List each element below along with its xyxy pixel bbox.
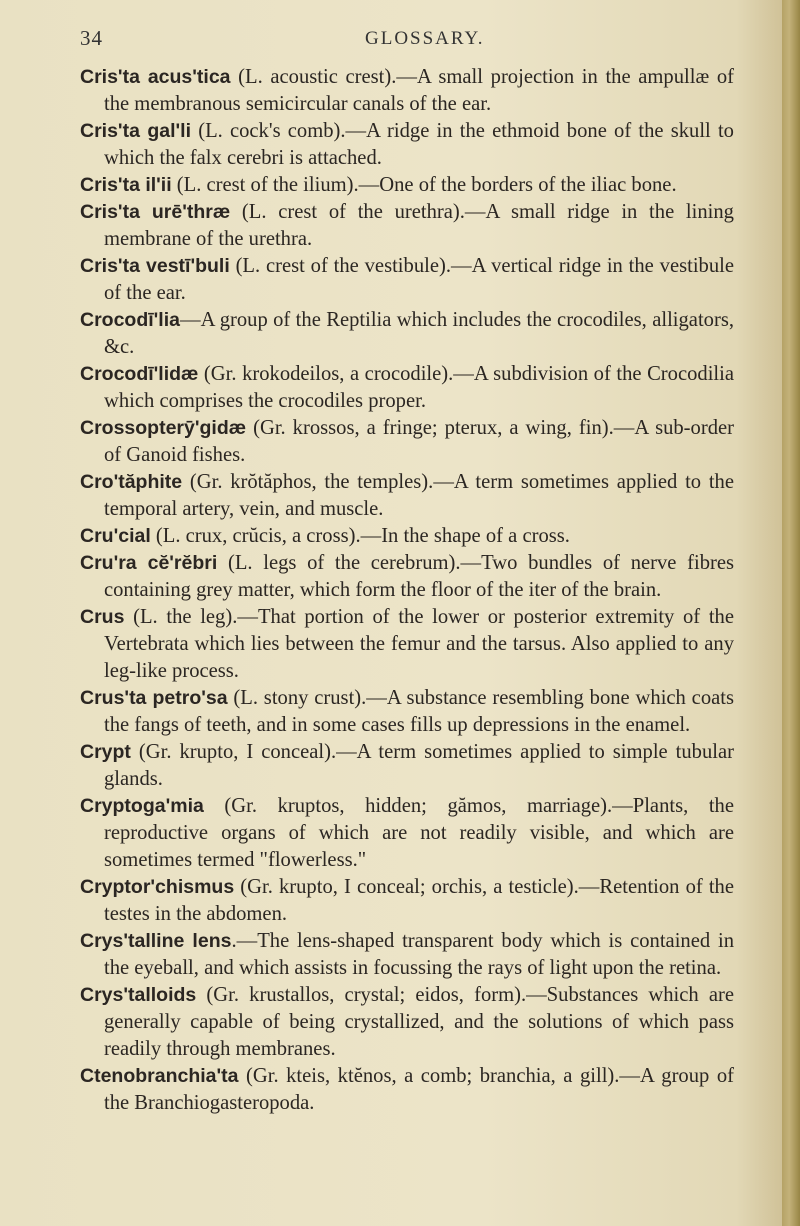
glossary-entry [0,415,780,469]
glossary-entry [0,1063,780,1117]
glossary-entry [0,361,780,415]
entry-definition: (L. crest of the vestibule).—A vertical ridge in the vestibule of the ear. [104,255,734,304]
glossary-entries [0,64,780,1117]
glossary-entry [0,118,780,172]
glossary-entry [0,793,780,874]
glossary-entry [0,604,780,685]
glossary-entry [0,64,780,118]
entry-headword: Crypt [80,741,131,763]
entry-headword: Cris'ta urē'thræ [80,201,231,223]
entry-definition: (L. the leg).—That portion of the lower or posterior extremity of the Vertebrata which lies between the femur and the tarsus. Also applied to any leg-like process. [104,606,734,682]
entry-definition: —A group of the Reptilia which includes the crocodiles, alligators, &c. [104,309,734,358]
entry-definition: (L. cock's comb).—A ridge in the ethmoid bone of the skull to which the falx cerebri is attached. [104,120,734,169]
entry-headword: Cru'ra cĕ'rĕbri [80,552,218,574]
entry-headword: Cryptoga'mia [80,795,204,817]
glossary-entry [0,982,780,1063]
entry-headword: Crus'ta petro'sa [80,687,228,709]
entry-definition: (L. crest of the ilium).—One of the borders of the iliac bone. [171,174,677,196]
entry-headword: Crossopterȳ'gidæ [80,417,247,439]
entry-definition: (Gr. krustallos, crystal; eidos, form).—Substances which are generally capable of being crystallized, and the solutions of which pass readily through membranes. [104,984,734,1060]
entry-definition: (Gr. krossos, a fringe; pterux, a wing, fin).—A sub-order of Ganoid fishes. [104,417,734,466]
entry-definition: (L. crux, crŭcis, a cross).—In the shape of a cross. [150,525,570,547]
entry-headword: Cris'ta vestī'buli [80,255,230,277]
entry-headword: Crys'talline lens [80,930,232,952]
entry-headword: Crys'talloids [80,984,197,1006]
entry-definition: (Gr. kteis, ktĕnos, a comb; branchia, a gill).—A group of the Branchiogasteropoda. [104,1065,734,1114]
entry-headword: Cris'ta acus'tica [80,66,231,88]
glossary-entry [0,928,780,982]
page-header [0,26,780,56]
entry-definition: (Gr. krŏtăphos, the temples).—A term sometimes applied to the temporal artery, vein, and muscle. [104,471,734,520]
entry-headword: Cryptor'chismus [80,876,235,898]
entry-headword: Crocodī'lia [80,309,180,331]
entry-headword: Cris'ta il'ii [80,174,172,196]
entry-headword: Ctenobranchia'ta [80,1065,239,1087]
entry-definition: (Gr. kruptos, hidden; gămos, marriage).—Plants, the reproductive organs of which are not readily visible, and which are sometimes termed "flowerless." [104,795,734,871]
entry-definition: (Gr. krupto, I conceal; orchis, a testicle).—Retention of the testes in the abdomen. [104,876,734,925]
entry-definition: (L. acoustic crest).—A small projection in the ampullæ of the membranous semicircular canals of the ear. [104,66,734,115]
glossary-entry [0,685,780,739]
running-head: GLOSSARY. [365,28,485,49]
entry-headword: Crocodī'lidæ [80,363,199,385]
entry-headword: Cris'ta gal'li [80,120,192,142]
entry-definition: (L. legs of the cerebrum).—Two bundles of nerve fibres containing grey matter, which form the floor of the iter of the brain. [104,552,735,601]
page-edge [782,0,800,1226]
glossary-entry [0,199,780,253]
entry-definition: (L. crest of the urethra).—A small ridge in the lining membrane of the urethra. [104,201,734,250]
entry-definition: .—The lens-shaped transparent body which is contained in the eyeball, and which assists in focussing the rays of light upon the retina. [104,930,734,979]
entry-headword: Cro'tăphite [80,471,183,493]
entry-definition: (L. stony crust).—A substance resembling bone which coats the fangs of teeth, and in some cases fills up depressions in the enamel. [104,687,734,736]
entry-headword: Crus [80,606,125,628]
glossary-entry [0,550,780,604]
entry-headword: Cru'cial [80,525,151,547]
glossary-entry [0,739,780,793]
entry-definition: (Gr. krupto, I conceal).—A term sometimes applied to simple tubular glands. [104,741,734,790]
glossary-entry [0,874,780,928]
glossary-entry [0,307,780,361]
entry-definition: (Gr. krokodeilos, a crocodile).—A subdivision of the Crocodilia which comprises the crocodiles proper. [104,363,734,412]
glossary-entry [0,523,780,550]
glossary-entry [0,469,780,523]
glossary-entry [0,253,780,307]
glossary-entry [0,172,780,199]
page-number: 34 [80,26,103,50]
